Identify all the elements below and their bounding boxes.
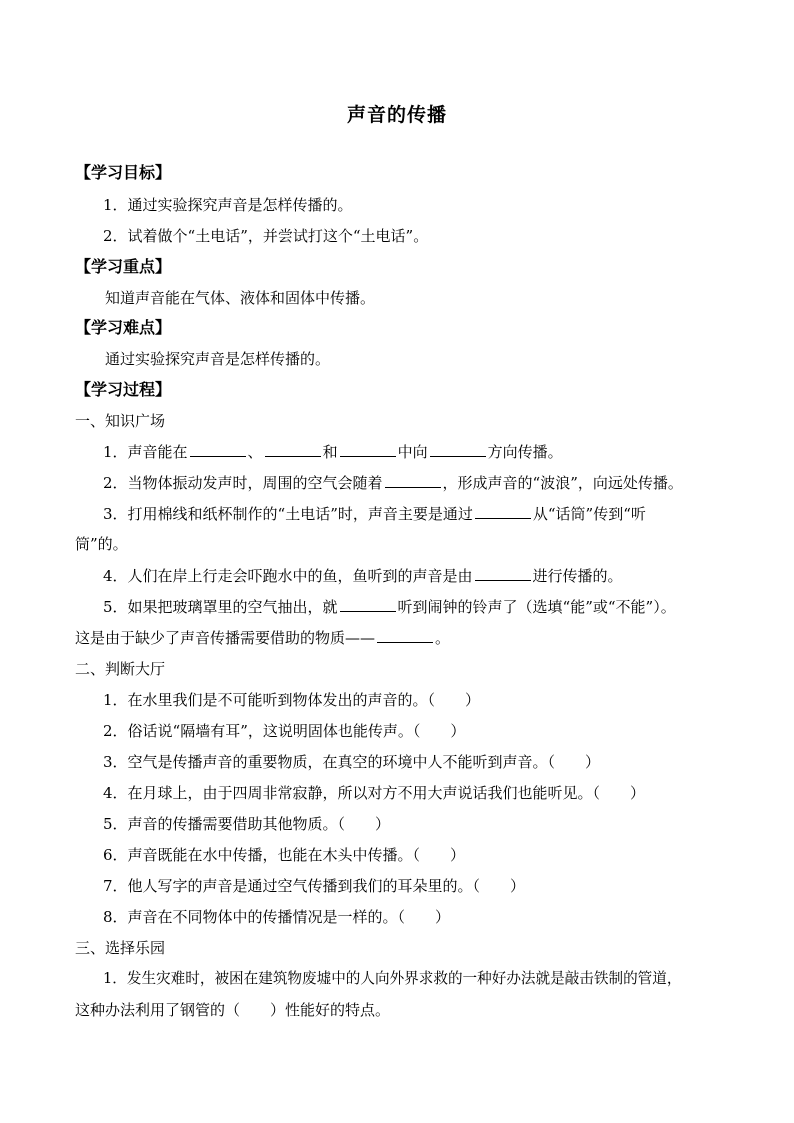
knowledge-heading: 一、知识广场 [75, 412, 166, 430]
objectives-heading: 【学习目标】 [75, 163, 172, 182]
q-text: 进行传播的。 [532, 567, 623, 585]
key-points-text: 知道声音能在气体、液体和固体中传播。 [105, 289, 376, 307]
judge-item: 4．在月球上，由于四周非常寂静，所以对方不用大声说话我们也能听见。（ ） [103, 784, 646, 802]
q-text: 方向传播。 [487, 443, 563, 461]
answer-blank[interactable] [430, 442, 486, 457]
q-text: 2．当物体振动发声时，周围的空气会随着 [103, 474, 383, 492]
judge-item: 1．在水里我们是不可能听到物体发出的声音的。（ ） [103, 691, 481, 709]
answer-blank[interactable] [377, 628, 433, 643]
judge-item: 5．声音的传播需要借助其他物质。（ ） [103, 815, 391, 833]
knowledge-q3 [103, 503, 763, 525]
difficulties-text: 通过实验探究声音是怎样传播的。 [105, 350, 331, 368]
knowledge-q5 [103, 596, 763, 618]
key-points-heading: 【学习重点】 [75, 257, 172, 276]
judge-item: 8．声音在不同物体中的传播情况是一样的。（ ） [103, 908, 451, 926]
objective-item: 1．通过实验探究声音是怎样传播的。 [103, 196, 353, 214]
knowledge-q4 [103, 565, 763, 587]
knowledge-q2 [103, 472, 763, 494]
q-text: 这是由于缺少了声音传播需要借助的物质—— [75, 629, 376, 647]
judge-item: 6．声音既能在水中传播，也能在木头中传播。（ ） [103, 846, 466, 864]
judge-heading: 二、判断大厅 [75, 660, 166, 678]
judge-item: 7．他人写字的声音是通过空气传播到我们的耳朵里的。（ ） [103, 877, 526, 895]
q-text: 听到闹钟的铃声了（选填“能”或“不能”）。 [397, 598, 676, 616]
judge-item: 3．空气是传播声音的重要物质，在真空的环境中人不能听到声音。（ ） [103, 753, 601, 771]
knowledge-q5-cont [75, 627, 735, 649]
choice-q1: 1．发生灾难时，被困在建筑物废墟中的人向外界求救的一种好办法就是敲击铁制的管道， [103, 970, 682, 987]
answer-blank[interactable] [475, 504, 531, 519]
knowledge-q3-cont: 筒”的。 [75, 535, 128, 553]
q-text: 中向 [397, 443, 428, 461]
judge-item: 2．俗话说“隔墙有耳”，这说明固体也能传声。（ ） [103, 722, 466, 740]
q-text: 4．人们在岸上行走会吓跑水中的鱼，鱼听到的声音是由 [103, 567, 473, 585]
knowledge-q1 [103, 441, 763, 463]
q-text: 3．打用棉线和纸杯制作的“土电话”时，声音主要是通过 [103, 505, 473, 523]
q-text: 从“话筒”传到“听 [532, 505, 646, 523]
q-text: 和 [322, 443, 338, 461]
page-title: 声音的传播 [346, 104, 447, 126]
q-text: 1．声音能在 [103, 443, 188, 461]
difficulties-heading: 【学习难点】 [75, 318, 172, 337]
answer-blank[interactable] [340, 442, 396, 457]
q-text: 。 [435, 629, 451, 647]
q-text: 5．如果把玻璃罩里的空气抽出，就 [103, 598, 338, 616]
process-heading: 【学习过程】 [75, 380, 172, 399]
objective-item: 2．试着做个“土电话”，并尝试打这个“土电话”。 [103, 227, 429, 245]
q-text: ，形成声音的“波浪”，向远处传播。 [442, 474, 683, 492]
q-text: 、 [247, 443, 263, 461]
answer-blank[interactable] [340, 597, 396, 612]
answer-blank[interactable] [475, 566, 531, 581]
answer-blank[interactable] [265, 442, 321, 457]
choice-heading: 三、选择乐园 [75, 939, 166, 957]
answer-blank[interactable] [190, 442, 246, 457]
answer-blank[interactable] [385, 473, 441, 488]
choice-q1-cont: 这种办法利用了钢管的（ ）性能好的特点。 [75, 1001, 391, 1019]
